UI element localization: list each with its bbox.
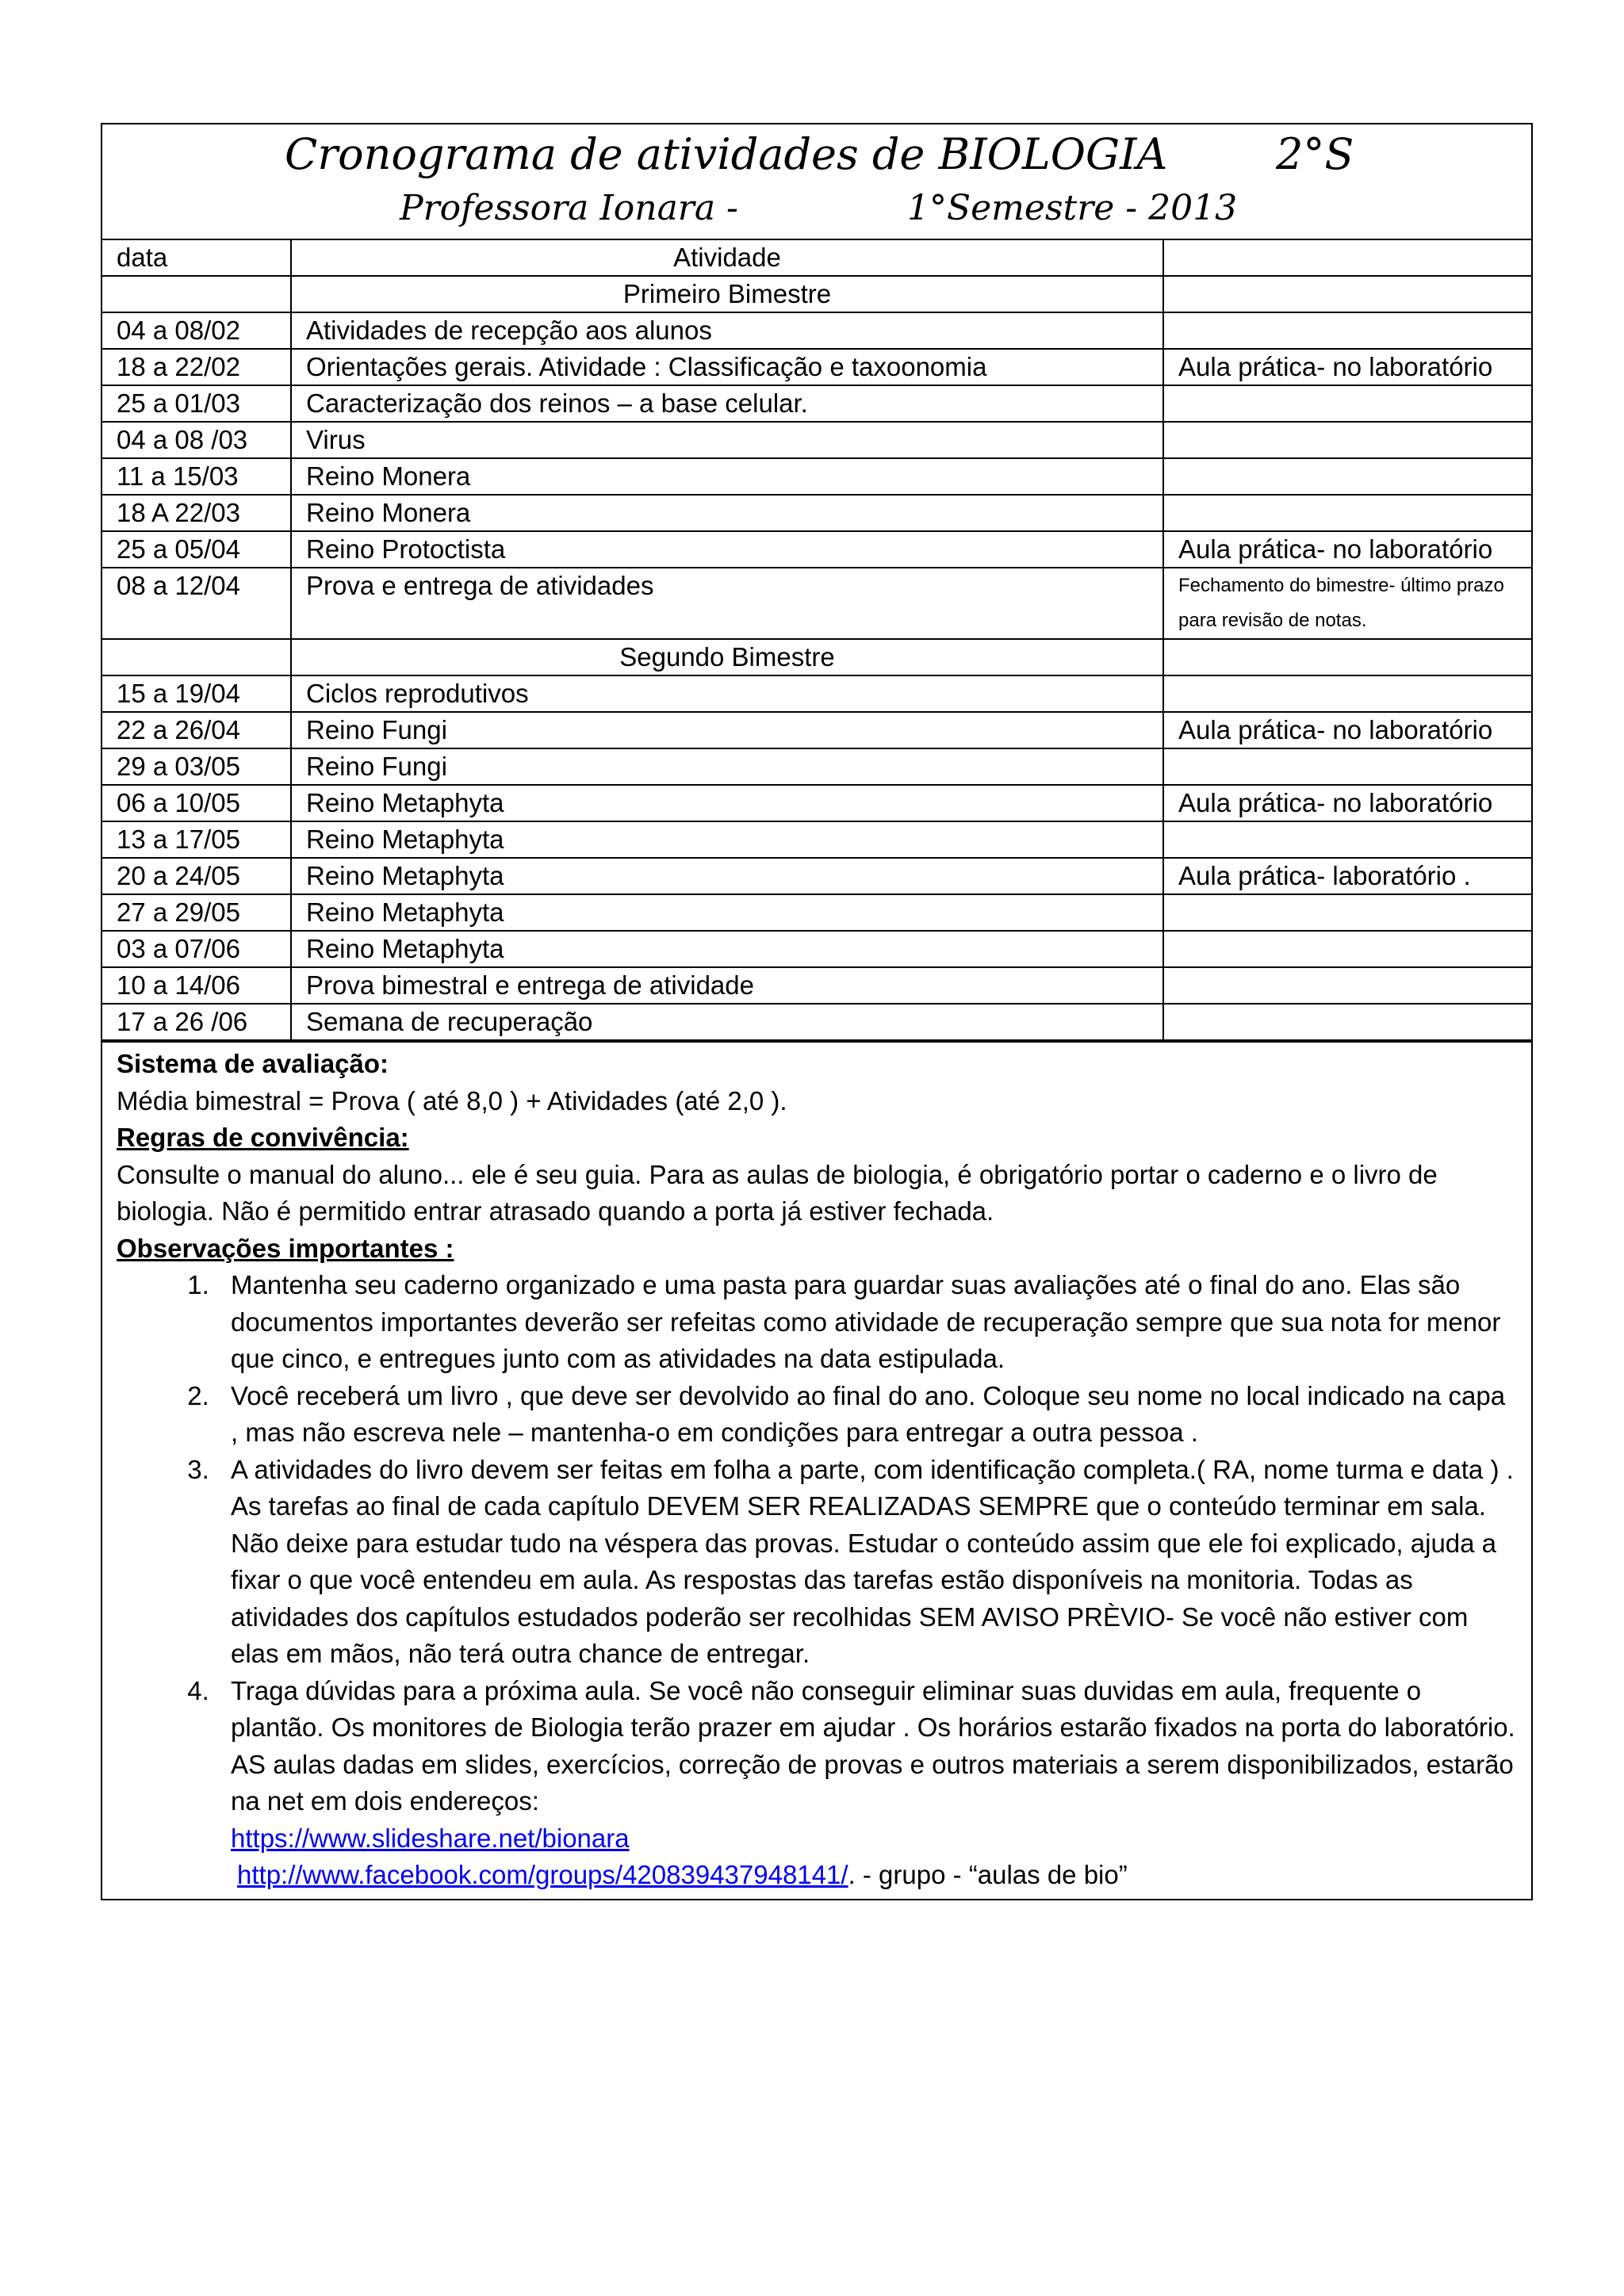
class-label: 2°S — [1276, 129, 1354, 179]
schedule-table — [102, 240, 1531, 1041]
cell-note — [1163, 1004, 1531, 1040]
cell-activity: Reino Fungi — [291, 748, 1163, 785]
cell-note: Aula prática- no laboratório — [1163, 785, 1531, 821]
cell-date: 17 a 26 /06 — [102, 1004, 291, 1040]
cell-date: 06 a 10/05 — [102, 785, 291, 821]
obs-title: Observações importantes : — [117, 1233, 454, 1263]
bimestre-row — [102, 276, 1531, 312]
table-row — [102, 349, 1531, 385]
cell-date: 20 a 24/05 — [102, 858, 291, 894]
cell-note — [1163, 312, 1531, 349]
cell-date: 11 a 15/03 — [102, 458, 291, 495]
table-row — [102, 531, 1531, 568]
cell-date: 04 a 08 /03 — [102, 422, 291, 458]
cell-date: 25 a 01/03 — [102, 385, 291, 422]
bimestre-row — [102, 639, 1531, 675]
facebook-link-suffix: . - grupo - “aulas de bio” — [848, 1860, 1128, 1889]
table-row — [102, 312, 1531, 349]
cell-activity: Ciclos reprodutivos — [291, 675, 1163, 712]
bimestre-1-label: Primeiro Bimestre — [291, 276, 1163, 312]
extra-text: AS aulas dadas em slides, exercícios, correção de provas e outros materiais a serem disponibilizados, estarão na net em dois endereços: — [231, 1749, 1514, 1816]
table-row — [102, 931, 1531, 967]
table-row — [102, 894, 1531, 931]
cell-date: 03 a 07/06 — [102, 931, 291, 967]
table-row — [102, 495, 1531, 531]
cell-activity: Virus — [291, 422, 1163, 458]
cell-activity: Atividades de recepção aos alunos — [291, 312, 1163, 349]
cell-activity: Reino Monera — [291, 495, 1163, 531]
cell-activity: Reino Protoctista — [291, 531, 1163, 568]
table-row — [102, 785, 1531, 821]
cell-date: 29 a 03/05 — [102, 748, 291, 785]
schedule-document — [101, 123, 1533, 1900]
cell-activity: Reino Fungi — [291, 712, 1163, 748]
table-row — [102, 1004, 1531, 1040]
cell-activity: Reino Metaphyta — [291, 785, 1163, 821]
semester-label: 1°Semestre - 2013 — [907, 188, 1238, 228]
notes-section — [102, 1041, 1531, 1899]
document-title: Cronograma de atividades de BIOLOGIA — [285, 129, 1168, 179]
cell-date: 15 a 19/04 — [102, 675, 291, 712]
table-row — [102, 967, 1531, 1004]
obs-list — [117, 1267, 1517, 1747]
facebook-link[interactable]: http://www.facebook.com/groups/420839437948141/ — [237, 1860, 848, 1889]
cell-note — [1163, 385, 1531, 422]
rules-text: Consulte o manual do aluno... ele é seu guia. Para as aulas de biologia, é obrigatório portar o caderno e o livro de biologia. Não é permitido entrar atrasado quando a porta já estiver fechada. — [117, 1159, 1438, 1226]
eval-title: Sistema de avaliação: — [117, 1049, 389, 1078]
cell-note: Fechamento do bimestre- último prazo para revisão de notas. — [1163, 568, 1531, 639]
cell-activity: Semana de recuperação — [291, 1004, 1163, 1040]
empty-cell — [102, 639, 291, 675]
cell-date: 10 a 14/06 — [102, 967, 291, 1004]
table-row — [102, 748, 1531, 785]
empty-cell — [102, 276, 291, 312]
empty-cell — [1163, 639, 1531, 675]
list-item: 4. Traga dúvidas para a próxima aula. Se você não conseguir eliminar suas duvidas em aula, frequente o plantão. Os monitores de Biologia terão prazer em ajudar . Os horários estarão fixados na porta do laboratório. — [216, 1673, 1517, 1747]
table-row — [102, 858, 1531, 894]
cell-note — [1163, 967, 1531, 1004]
cell-date: 13 a 17/05 — [102, 821, 291, 858]
cell-activity: Reino Metaphyta — [291, 894, 1163, 931]
cell-date: 08 a 12/04 — [102, 568, 291, 639]
cell-date: 18 a 22/02 — [102, 349, 291, 385]
list-item: 3. A atividades do livro devem ser feitas em folha a parte, com identificação completa.( RA, nome turma e data ) . As tarefas ao final de cada capítulo DEVEM SER REALIZADAS SEMPRE que o conteúdo terminar em sala. Não deixe para estudar tudo na véspera das provas. Estudar o conteúdo assim que ele foi explicado, ajuda a fixar o que você entendeu em aula. As respostas das tarefas estão disponíveis na monitoria. Todas as atividades dos capítulos estudados poderão ser recolhidas SEM AVISO PRÈVIO- Se você não estiver com elas em mãos, não terá outra chance de entregar. — [216, 1452, 1517, 1673]
cell-date: 22 a 26/04 — [102, 712, 291, 748]
list-item: 1. Mantenha seu caderno organizado e uma pasta para guardar suas avaliações até o final do ano. Elas são documentos importantes deverão ser refeitas como atividade de recuperação sempre que sua nota for menor que cinco, e entregues junto com as atividades na data estipulada. — [216, 1267, 1517, 1378]
cell-note — [1163, 821, 1531, 858]
cell-note — [1163, 931, 1531, 967]
table-header-row — [102, 240, 1531, 276]
cell-activity: Prova bimestral e entrega de atividade — [291, 967, 1163, 1004]
cell-note: Aula prática- no laboratório — [1163, 712, 1531, 748]
eval-text: Média bimestral = Prova ( até 8,0 ) + Atividades (até 2,0 ). — [117, 1085, 787, 1115]
cell-note: Aula prática- laboratório . — [1163, 858, 1531, 894]
empty-cell — [1163, 276, 1531, 312]
cell-date: 18 A 22/03 — [102, 495, 291, 531]
cell-note — [1163, 422, 1531, 458]
table-row — [102, 821, 1531, 858]
cell-note: Aula prática- no laboratório — [1163, 349, 1531, 385]
cell-date: 25 a 05/04 — [102, 531, 291, 568]
rules-title: Regras de convivência: — [117, 1123, 409, 1152]
table-row — [102, 422, 1531, 458]
cell-activity: Reino Metaphyta — [291, 858, 1163, 894]
cell-activity: Prova e entrega de atividades — [291, 568, 1163, 639]
table-row — [102, 385, 1531, 422]
header-activity: Atividade — [291, 240, 1163, 276]
header-date: data — [102, 240, 291, 276]
cell-note — [1163, 748, 1531, 785]
cell-date: 04 a 08/02 — [102, 312, 291, 349]
teacher-name: Professora Ionara - — [400, 188, 738, 228]
table-row — [102, 568, 1531, 639]
cell-note — [1163, 495, 1531, 531]
cell-activity: Orientações gerais. Atividade : Classificação e taxoonomia — [291, 349, 1163, 385]
cell-activity: Reino Metaphyta — [291, 821, 1163, 858]
table-row — [102, 712, 1531, 748]
header-note — [1163, 240, 1531, 276]
list-item: 2. Você receberá um livro , que deve ser devolvido ao final do ano. Coloque seu nome no local indicado na capa , mas não escreva nele – mantenha-o em condições para entregar a outra pessoa . — [216, 1378, 1517, 1452]
cell-note — [1163, 458, 1531, 495]
cell-activity: Reino Metaphyta — [291, 931, 1163, 967]
cell-note — [1163, 675, 1531, 712]
table-row — [102, 675, 1531, 712]
cell-note: Aula prática- no laboratório — [1163, 531, 1531, 568]
cell-activity: Reino Monera — [291, 458, 1163, 495]
slideshare-link[interactable]: https://www.slideshare.net/bionara — [231, 1823, 630, 1853]
table-row — [102, 458, 1531, 495]
cell-date: 27 a 29/05 — [102, 894, 291, 931]
cell-note — [1163, 894, 1531, 931]
document-header — [102, 124, 1531, 240]
cell-activity: Caracterização dos reinos – a base celular. — [291, 385, 1163, 422]
bimestre-2-label: Segundo Bimestre — [291, 639, 1163, 675]
